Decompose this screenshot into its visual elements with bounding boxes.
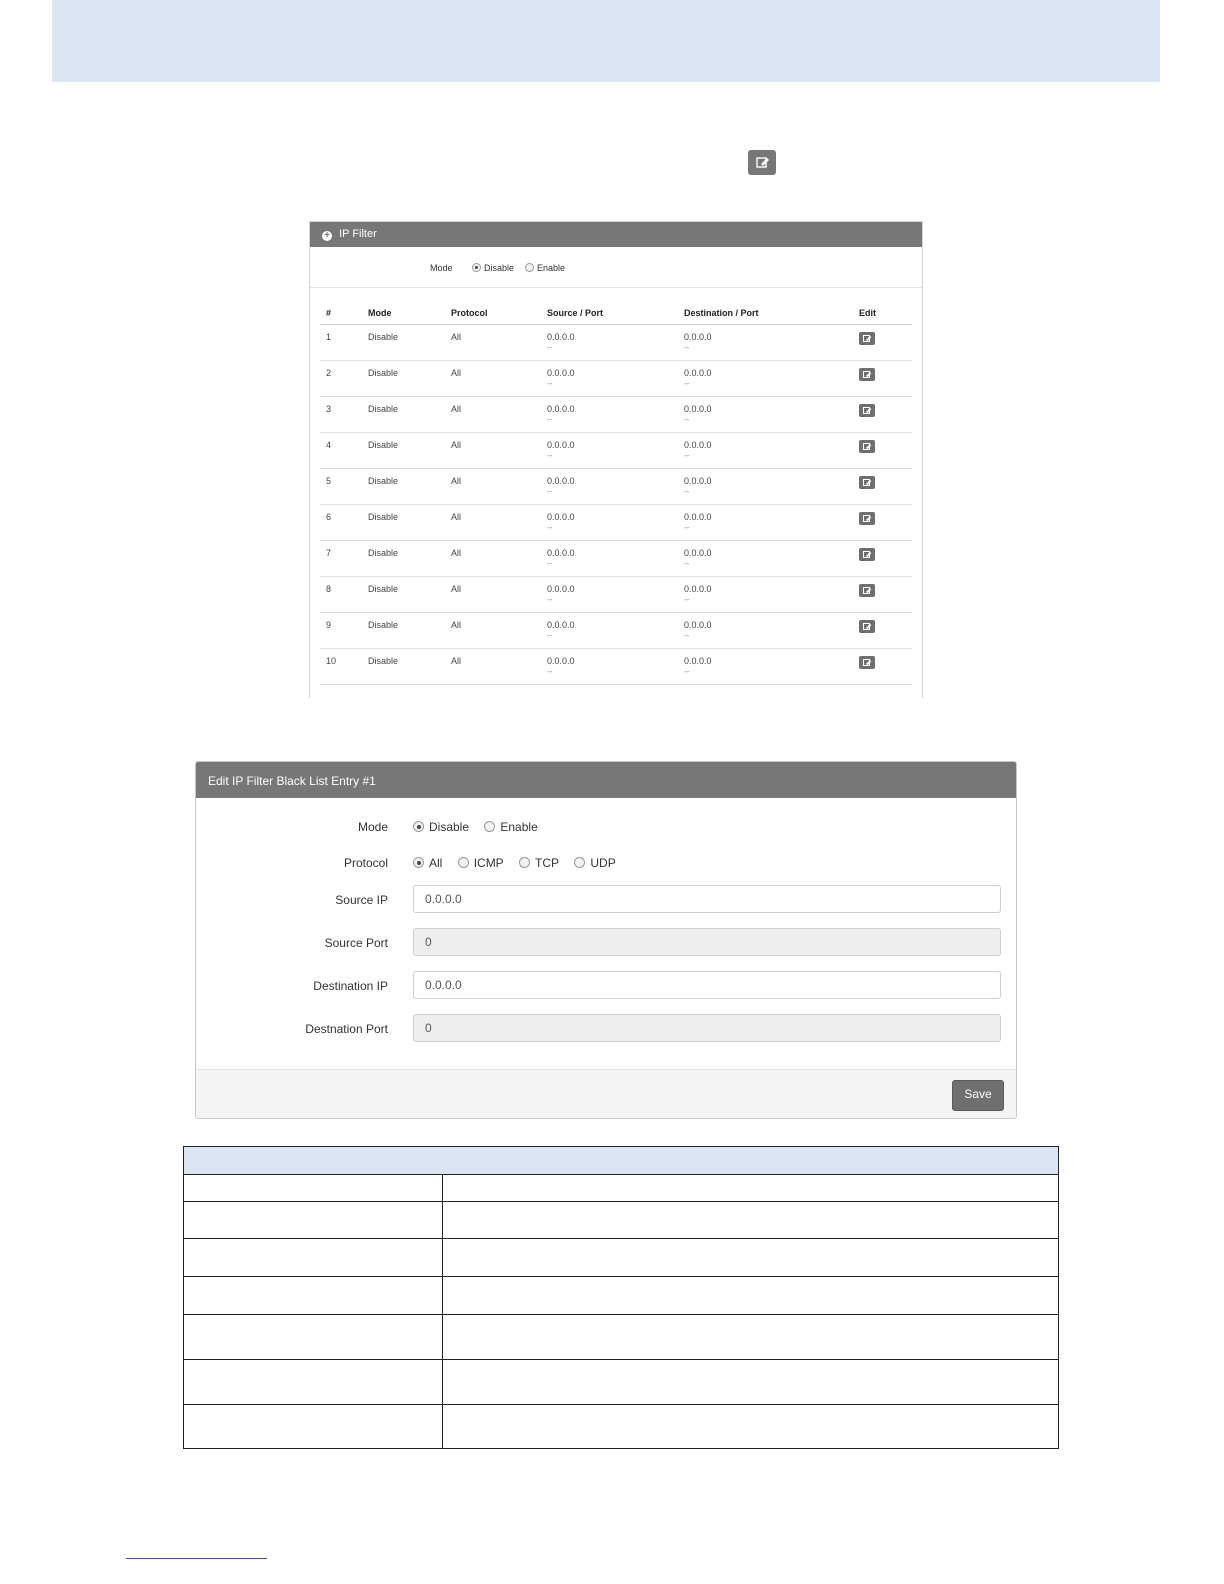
row-protocol: All bbox=[445, 541, 541, 577]
table-cell bbox=[184, 1202, 443, 1239]
table-cell bbox=[184, 1239, 443, 1277]
save-button[interactable]: Save bbox=[952, 1080, 1004, 1111]
radio-icon[interactable] bbox=[525, 263, 534, 272]
source-ip-input[interactable] bbox=[413, 885, 1001, 913]
table-cell bbox=[442, 1360, 1058, 1405]
protocol-tcp-radio[interactable]: TCP bbox=[519, 856, 559, 870]
row-source bbox=[541, 361, 678, 397]
table-cell bbox=[442, 1202, 1058, 1239]
edit-icon[interactable] bbox=[859, 656, 875, 669]
row-mode: Disable bbox=[362, 325, 445, 361]
dialog-footer bbox=[196, 1069, 1016, 1119]
table-cell bbox=[184, 1277, 443, 1315]
edit-icon[interactable] bbox=[859, 548, 875, 561]
table-row bbox=[320, 361, 912, 397]
table-cell bbox=[442, 1239, 1058, 1277]
protocol-udp-radio[interactable]: UDP bbox=[574, 856, 615, 870]
table-row bbox=[320, 649, 912, 685]
destination-port: -- bbox=[684, 451, 690, 460]
source-port: -- bbox=[547, 595, 553, 604]
destination-port: -- bbox=[684, 415, 690, 424]
table-row bbox=[320, 433, 912, 469]
row-number: 6 bbox=[320, 505, 362, 541]
source-port-input[interactable] bbox=[413, 928, 1001, 956]
row-protocol: All bbox=[445, 469, 541, 505]
table-row bbox=[184, 1277, 1059, 1315]
destination-port: -- bbox=[684, 343, 690, 352]
edit-icon bbox=[748, 150, 776, 175]
row-protocol: All bbox=[445, 361, 541, 397]
source-ip: 0.0.0.0 bbox=[547, 620, 575, 630]
destination-ip: 0.0.0.0 bbox=[684, 440, 712, 450]
row-mode: Disable bbox=[362, 469, 445, 505]
table-row bbox=[184, 1405, 1059, 1449]
row-source bbox=[541, 505, 678, 541]
table-row bbox=[184, 1175, 1059, 1202]
row-mode: Disable bbox=[362, 541, 445, 577]
table-cell bbox=[184, 1405, 443, 1449]
mode-enable-radio[interactable]: Enable bbox=[525, 263, 565, 273]
row-number: 5 bbox=[320, 469, 362, 505]
source-ip: 0.0.0.0 bbox=[547, 548, 575, 558]
radio-icon[interactable] bbox=[458, 857, 469, 868]
row-protocol: All bbox=[445, 433, 541, 469]
table-cell bbox=[184, 1147, 1059, 1175]
row-mode: Disable bbox=[362, 613, 445, 649]
col-edit: Edit bbox=[853, 302, 912, 325]
row-edit bbox=[853, 325, 912, 361]
source-ip: 0.0.0.0 bbox=[547, 512, 575, 522]
description-table bbox=[183, 1146, 1059, 1449]
radio-icon[interactable] bbox=[484, 821, 495, 832]
destination-ip: 0.0.0.0 bbox=[684, 512, 712, 522]
source-port: -- bbox=[547, 343, 553, 352]
destination-ip: 0.0.0.0 bbox=[684, 368, 712, 378]
row-protocol: All bbox=[445, 397, 541, 433]
col-protocol: Protocol bbox=[445, 302, 541, 325]
destination-port: -- bbox=[684, 559, 690, 568]
table-cell bbox=[184, 1175, 443, 1202]
table-row bbox=[320, 397, 912, 433]
table-row bbox=[320, 577, 912, 613]
table-cell bbox=[442, 1277, 1058, 1315]
row-source bbox=[541, 649, 678, 685]
ip-filter-mode-row bbox=[310, 247, 922, 288]
destination-port: -- bbox=[684, 595, 690, 604]
destination-ip: 0.0.0.0 bbox=[684, 584, 712, 594]
row-edit bbox=[853, 613, 912, 649]
row-destination bbox=[678, 577, 853, 613]
row-number: 4 bbox=[320, 433, 362, 469]
edit-entry-dialog bbox=[195, 761, 1017, 1119]
row-number: 10 bbox=[320, 649, 362, 685]
table-row bbox=[320, 325, 912, 361]
mode-label: Mode bbox=[430, 263, 453, 273]
source-ip: 0.0.0.0 bbox=[547, 656, 575, 666]
source-port: -- bbox=[547, 379, 553, 388]
edit-icon[interactable] bbox=[859, 476, 875, 489]
table-cell bbox=[184, 1360, 443, 1405]
footer-link-line bbox=[126, 1558, 267, 1559]
protocol-label: Protocol bbox=[343, 856, 388, 870]
ip-filter-table bbox=[320, 302, 912, 685]
row-source bbox=[541, 469, 678, 505]
destination-ip-input[interactable] bbox=[413, 971, 1001, 999]
source-port-label: Source Port bbox=[324, 936, 388, 950]
row-edit bbox=[853, 649, 912, 685]
row-destination bbox=[678, 613, 853, 649]
radio-selected-icon[interactable] bbox=[413, 857, 424, 868]
ip-filter-header bbox=[310, 222, 922, 247]
radio-selected-icon[interactable] bbox=[472, 263, 481, 272]
plus-circle-icon[interactable]: + bbox=[322, 231, 332, 241]
row-mode: Disable bbox=[362, 577, 445, 613]
table-row bbox=[184, 1315, 1059, 1360]
row-edit bbox=[853, 541, 912, 577]
page-header-band bbox=[52, 0, 1160, 82]
destination-ip: 0.0.0.0 bbox=[684, 476, 712, 486]
row-number: 1 bbox=[320, 325, 362, 361]
row-destination bbox=[678, 649, 853, 685]
row-protocol: All bbox=[445, 505, 541, 541]
row-edit bbox=[853, 361, 912, 397]
destination-ip: 0.0.0.0 bbox=[684, 548, 712, 558]
row-mode: Disable bbox=[362, 649, 445, 685]
source-port: -- bbox=[547, 523, 553, 532]
col-mode: Mode bbox=[362, 302, 445, 325]
row-protocol: All bbox=[445, 577, 541, 613]
table-cell bbox=[442, 1405, 1058, 1449]
destination-port: -- bbox=[684, 667, 690, 676]
destination-port: -- bbox=[684, 523, 690, 532]
mode-enable-radio[interactable]: Enable bbox=[484, 820, 537, 834]
row-number: 7 bbox=[320, 541, 362, 577]
row-mode: Disable bbox=[362, 505, 445, 541]
row-number: 9 bbox=[320, 613, 362, 649]
protocol-icmp-radio[interactable]: ICMP bbox=[458, 856, 504, 870]
description-table-header bbox=[184, 1147, 1059, 1175]
source-port: -- bbox=[547, 487, 553, 496]
source-ip: 0.0.0.0 bbox=[547, 584, 575, 594]
row-protocol: All bbox=[445, 325, 541, 361]
table-row bbox=[184, 1239, 1059, 1277]
row-number: 8 bbox=[320, 577, 362, 613]
table-row bbox=[184, 1360, 1059, 1405]
destination-port: -- bbox=[684, 379, 690, 388]
row-destination bbox=[678, 469, 853, 505]
table-row bbox=[320, 613, 912, 649]
mode-radio-group bbox=[413, 820, 550, 834]
source-ip: 0.0.0.0 bbox=[547, 332, 575, 342]
row-number: 3 bbox=[320, 397, 362, 433]
row-number: 2 bbox=[320, 361, 362, 397]
table-cell bbox=[442, 1315, 1058, 1360]
row-mode: Disable bbox=[362, 433, 445, 469]
edit-icon[interactable] bbox=[859, 404, 875, 417]
dialog-title: Edit IP Filter Black List Entry #1 bbox=[196, 762, 1016, 798]
mode-label: Mode bbox=[357, 820, 388, 834]
radio-selected-icon[interactable] bbox=[413, 821, 424, 832]
row-destination bbox=[678, 397, 853, 433]
row-edit bbox=[853, 433, 912, 469]
source-ip: 0.0.0.0 bbox=[547, 368, 575, 378]
destination-ip: 0.0.0.0 bbox=[684, 656, 712, 666]
row-destination bbox=[678, 505, 853, 541]
edit-icon[interactable] bbox=[859, 368, 875, 381]
table-header-row bbox=[320, 302, 912, 325]
row-destination bbox=[678, 433, 853, 469]
row-source bbox=[541, 433, 678, 469]
row-protocol: All bbox=[445, 613, 541, 649]
edit-icon[interactable] bbox=[859, 584, 875, 597]
row-mode: Disable bbox=[362, 361, 445, 397]
source-ip: 0.0.0.0 bbox=[547, 476, 575, 486]
source-ip: 0.0.0.0 bbox=[547, 440, 575, 450]
table-row bbox=[184, 1202, 1059, 1239]
row-edit bbox=[853, 397, 912, 433]
destination-ip: 0.0.0.0 bbox=[684, 332, 712, 342]
row-edit bbox=[853, 505, 912, 541]
source-ip: 0.0.0.0 bbox=[547, 404, 575, 414]
row-destination bbox=[678, 325, 853, 361]
protocol-radio-group bbox=[413, 856, 628, 870]
edit-icon[interactable] bbox=[859, 440, 875, 453]
destination-port-label: Destnation Port bbox=[305, 1022, 388, 1036]
table-row bbox=[320, 541, 912, 577]
source-port: -- bbox=[547, 667, 553, 676]
table-row bbox=[320, 505, 912, 541]
table-row bbox=[320, 469, 912, 505]
row-destination bbox=[678, 361, 853, 397]
row-source bbox=[541, 325, 678, 361]
source-port: -- bbox=[547, 451, 553, 460]
edit-icon[interactable] bbox=[859, 512, 875, 525]
table-cell bbox=[184, 1315, 443, 1360]
destination-port: -- bbox=[684, 631, 690, 640]
radio-icon[interactable] bbox=[519, 857, 530, 868]
mode-disable-radio[interactable]: Disable bbox=[413, 820, 469, 834]
edit-icon[interactable] bbox=[859, 332, 875, 345]
protocol-all-radio[interactable]: All bbox=[413, 856, 442, 870]
ip-filter-title: IP Filter bbox=[339, 228, 377, 240]
edit-icon[interactable] bbox=[859, 620, 875, 633]
destination-ip-label: Destination IP bbox=[313, 979, 388, 993]
source-port: -- bbox=[547, 415, 553, 424]
row-source bbox=[541, 577, 678, 613]
destination-port: -- bbox=[684, 487, 690, 496]
radio-icon[interactable] bbox=[574, 857, 585, 868]
source-ip-label: Source IP bbox=[335, 893, 388, 907]
source-port: -- bbox=[547, 559, 553, 568]
ip-filter-panel bbox=[309, 221, 923, 698]
row-protocol: All bbox=[445, 649, 541, 685]
row-mode: Disable bbox=[362, 397, 445, 433]
destination-ip: 0.0.0.0 bbox=[684, 404, 712, 414]
row-source bbox=[541, 541, 678, 577]
row-source bbox=[541, 613, 678, 649]
source-port: -- bbox=[547, 631, 553, 640]
row-destination bbox=[678, 541, 853, 577]
row-edit bbox=[853, 577, 912, 613]
col-num: # bbox=[320, 302, 362, 325]
table-cell bbox=[442, 1175, 1058, 1202]
row-edit bbox=[853, 469, 912, 505]
col-source-port: Source / Port bbox=[541, 302, 678, 325]
row-source bbox=[541, 397, 678, 433]
mode-disable-radio[interactable]: Disable bbox=[472, 263, 514, 273]
destination-ip: 0.0.0.0 bbox=[684, 620, 712, 630]
col-destination-port: Destination / Port bbox=[678, 302, 853, 325]
destination-port-input[interactable] bbox=[413, 1014, 1001, 1042]
